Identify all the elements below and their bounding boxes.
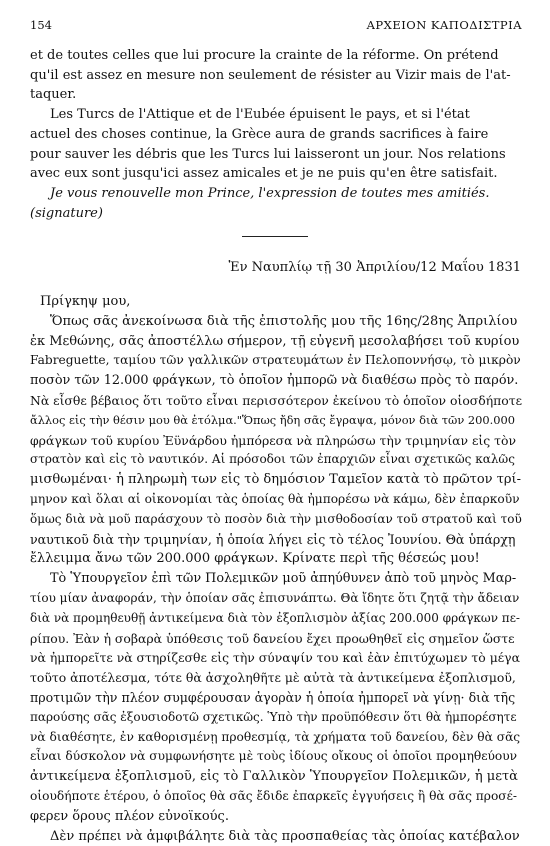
text-line: qu'il est assez en mesure non seulement de résister au Vizir mais de l'at- [30, 67, 511, 83]
text-line: Les Turcs de l'Attique et de l'Eubée épuisent le pays, et si l'état [50, 107, 470, 123]
text-line: ἀντικείμενα ἐξοπλισμοῦ, εἰς τὸ Γαλλικὸν Ὑπουργεῖον Πολεμικῶν, ἡ μετὰ [30, 769, 518, 785]
greek-paragraph [30, 312, 522, 569]
text-line: ἔλλειμμα ἄνω τῶν 200.000 φράγκων. Κρίνατε περὶ τῆς θέσεώς μου! [30, 551, 480, 567]
text-line: ὅμως διὰ νὰ μοῦ παράσχουν τὸ ποσὸν διὰ τὴν μισθοδοσίαν τοῦ στρατοῦ καὶ τοῦ [30, 511, 522, 526]
page-number: 154 [30, 18, 52, 32]
text-line: νὰ ἠμπορεῖτε νὰ στηρίζεσθε εἰς τὴν σύναψίν του καὶ ἐὰν ἐπιτύχωμεν τὸ μέγα [30, 650, 520, 666]
text-line: ρίπου. Ἐὰν ἡ σοβαρὰ ὑπόθεσις τοῦ δανείου ἔχει προωθηθεῖ εἰς σημεῖον ὥστε [30, 630, 515, 646]
greek-paragraph [30, 569, 522, 826]
text-line: προτιμῶν τὴν πλέον συμφέρουσαν ἀγορὰν ἡ ὁποία ἠμπορεῖ νὰ γίνῃ· διὰ τῆς [30, 689, 516, 705]
text-line: ποσὸν τῶν 12.000 φράγκων, τὸ ὁποῖον ἠμπορῶ νὰ διαθέσω πρὸς τὸ παρόν. [30, 373, 519, 389]
text-line: Τὸ Ὑπουργεῖον ἐπὶ τῶν Πολεμικῶν μοῦ ἀπηύθυνεν ἀπὸ τοῦ μηνὸς Μαρ- [50, 571, 517, 587]
text-line: avec eux sont jusqu'ici assez amicales et je ne puis qu'en être satisfait. [30, 166, 498, 182]
text-line: ναυτικοῦ διὰ τὴν τριμηνίαν, ἡ ὁποία λήγει εἰς τὸ τέλος Ἰουνίου. Θὰ ὑπάρχῃ [30, 531, 516, 547]
greek-letter [30, 292, 522, 846]
section-separator [242, 236, 308, 237]
text-line: μισθωμέναι· ἡ πληρωμὴ των εἰς τὸ δημόσιον Ταμεῖον κατὰ τὸ πρῶτον τρί- [30, 472, 522, 488]
text-line: pour sauver les débris que les Turcs lui laisseront un jour. Nos relations [30, 146, 506, 162]
text-line: actuel des choses continue, la Grèce aura de grands sacrifices à faire [30, 126, 489, 142]
greek-paragraph [30, 827, 522, 846]
text-line: Δὲν πρέπει νὰ ἀμφιβάλητε διὰ τὰς προσπαθείας τὰς ὁποίας κατέβαλον [50, 828, 520, 844]
french-paragraph [30, 46, 522, 105]
running-title: ΑΡΧΕΙΟΝ ΚΑΠΟΔΙΣΤΡΙΑ [366, 18, 522, 32]
text-line: Νὰ εἶσθε βέβαιος ὅτι τοῦτο εἶναι περισσότερον ἐκείνου τὸ ὁποῖον οἱοσδήποτε [30, 392, 523, 408]
french-paragraph [30, 105, 522, 184]
page-header [30, 18, 522, 34]
text-line: στρατὸν καὶ εἰς τὸ ναυτικόν. Αἱ πρόσοδοι τῶν ἐπαρχιῶν εἶναι σχετικῶς καλῶς [30, 452, 515, 467]
text-line: τοῦτο ἀποτέλεσμα, τότε θὰ ἀσχοληθῆτε μὲ αὐτὰ τὰ ἀντικείμενα ἐξοπλισμοῦ, [30, 670, 516, 686]
text-line: οἱουδήποτε ἑτέρου, ὁ ὁποῖος θὰ σᾶς ἔδιδε ἐπαρκεῖς ἐγγυήσεις ἢ θὰ σᾶς προσέ- [30, 788, 518, 803]
french-letter-ending [30, 46, 522, 223]
closing-formula: Je vous renouvelle mon Prince, l'expression de toutes mes amitiés. [50, 185, 490, 201]
text-line: Ὅπως σᾶς ἀνεκοίνωσα διὰ τῆς ἐπιστολῆς μου τῆς 16ης/28ης Ἀπριλίου [50, 313, 518, 329]
signature-note: (signature) [30, 205, 103, 221]
text-line: ἐκ Μεθώνης, σᾶς ἀποστέλλω σήμερον, τῇ εὐγενῆ μεσολαβήσει τοῦ κυρίου [30, 333, 520, 349]
text-line: φράγκων τοῦ κυρίου Ἐϋνάρδου ἠμπόρεσα νὰ πληρώσω τὴν τριμηνίαν εἰς τὸν [30, 432, 517, 448]
text-line: νὰ διαθέσητε, ἐν καθορισμένῃ προθεσμίᾳ, τὰ χρήματα τοῦ δανείου, δὲν θὰ σᾶς [30, 729, 521, 744]
text-line: παρούσης σᾶς ἐξουσιοδοτῶ σχετικῶς. Ὑπὸ τὴν προϋπόθεσιν ὅτι θὰ ἠμπορέσητε [30, 709, 517, 724]
salutation: Πρίγκηψ μου, [40, 294, 131, 309]
text-line: taquer. [30, 87, 77, 103]
text-line: τίου μίαν ἀναφοράν, τὴν ὁποίαν σᾶς ἐπισυνάπτω. Θὰ ἴδητε ὅτι ζητᾷ τὴν ἄδειαν [30, 590, 520, 605]
text-line: εἶναι δύσκολον νὰ συμφωνήσητε μὲ τοὺς ἰδίους οἴκους οἱ ὁποῖοι προμηθεύουν [30, 749, 518, 764]
dateline: Ἐν Ναυπλίῳ τῇ 30 Ἀπριλίου/12 Μαΐου 1831 [228, 260, 521, 275]
text-line: Fabreguette, ταμίου τῶν γαλλικῶν στρατευμάτων ἐν Πελοποννήσῳ, τὸ μικρὸν [30, 353, 521, 368]
text-line: et de toutes celles que lui procure la crainte de la réforme. On prétend [30, 48, 499, 63]
text-line: διὰ νὰ προμηθευθῇ ἀντικείμενα διὰ τὸν ἐξοπλισμὸν ἀξίας 200.000 φράγκων πε- [30, 610, 520, 625]
text-line: μηνον καὶ ὅλαι αἱ οἰκονομίαι τὰς ὁποίας θὰ ἠμπορέσω νὰ κάμω, δὲν ἐπαρκοῦν [30, 491, 520, 506]
text-line: ἄλλος εἰς τὴν θέσιν μου θὰ ἐτόλμα."Ὅπως ἤδη σᾶς ἔγραψα, μόνον διὰ τῶν 200.000 [30, 412, 515, 427]
text-line: φερεν ὅρους πλέον εὐνοϊκούς. [30, 808, 229, 824]
